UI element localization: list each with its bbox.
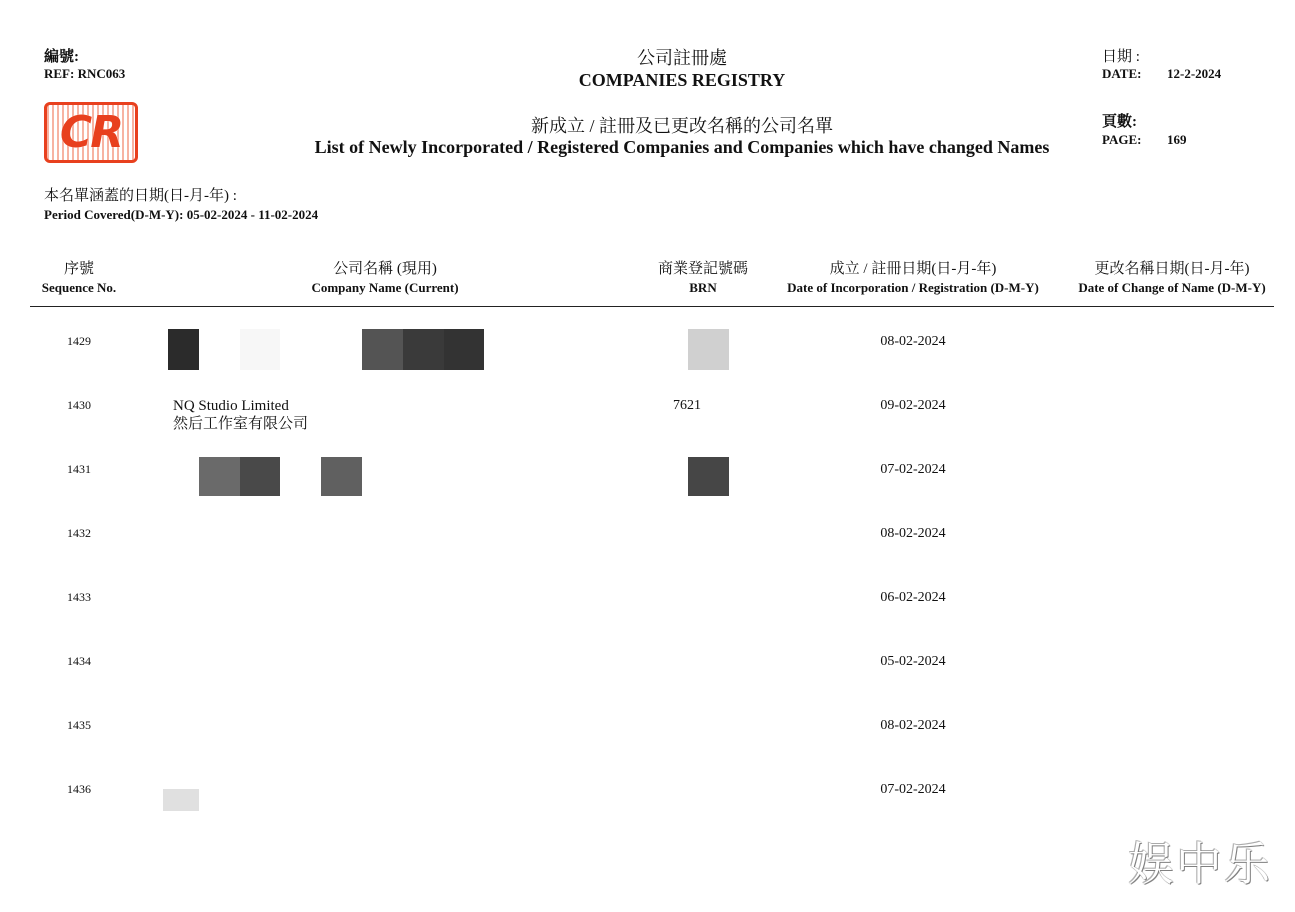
row-sequence: 1431 [67, 462, 91, 476]
redacted-block [444, 329, 484, 370]
column-header-change-date [1063, 259, 1281, 297]
column-header-zh: 更改名稱日期(日-月-年) [1094, 261, 1250, 277]
cr-logo [44, 102, 138, 163]
ref-label-zh: 編號: [44, 49, 79, 65]
company-name-en: NQ Studio Limited [173, 398, 289, 414]
column-header-en: Company Name (Current) [311, 280, 459, 295]
row-incorporation-date: 07-02-2024 [880, 782, 946, 797]
row-incorporation-date: 05-02-2024 [880, 654, 946, 669]
column-header-zh: 公司名稱 (現用) [333, 261, 437, 277]
column-header-company-name [235, 259, 535, 297]
period-label-zh: 本名單涵蓋的日期(日-月-年) : [44, 188, 237, 204]
row-incorporation-date: 08-02-2024 [880, 526, 946, 541]
column-header-incorporation-date [768, 259, 1058, 297]
redacted-block [240, 329, 280, 370]
period-covered: Period Covered(D-M-Y): 05-02-2024 - 11-02-2024 [44, 207, 319, 222]
redacted-block [240, 457, 280, 496]
redacted-block [168, 329, 199, 370]
date-value: 12-2-2024 [1167, 66, 1222, 81]
column-header-en: Date of Change of Name (D-M-Y) [1078, 280, 1266, 295]
row-brn: 7621 [673, 398, 701, 413]
company-name-zh: 然后工作室有限公司 [173, 416, 309, 432]
redacted-block [688, 329, 729, 370]
list-title-zh: 新成立 / 註冊及已更改名稱的公司名單 [531, 116, 833, 136]
row-incorporation-date: 08-02-2024 [880, 718, 946, 733]
cr-logo-text: CR [59, 106, 123, 158]
row-incorporation-date: 07-02-2024 [880, 462, 946, 477]
column-header-zh: 序號 [63, 261, 94, 277]
column-header-zh: 成立 / 註冊日期(日-月-年) [829, 261, 997, 277]
date-label-en: DATE: [1102, 66, 1142, 81]
ref-number: REF: RNC063 [44, 66, 126, 81]
row-sequence: 1432 [67, 526, 91, 540]
column-header-en: Sequence No. [41, 280, 117, 295]
row-sequence: 1435 [67, 718, 91, 732]
list-title-en: List of Newly Incorporated / Registered Companies and Companies which have changed Names [314, 137, 1050, 157]
column-header-brn [643, 259, 763, 297]
column-header-en: BRN [689, 280, 717, 295]
page-label-en: PAGE: [1102, 132, 1142, 147]
row-sequence: 1433 [67, 590, 91, 604]
row-sequence: 1436 [67, 782, 91, 796]
redacted-block [362, 329, 403, 370]
column-header-en: Date of Incorporation / Registration (D-M-Y) [787, 280, 1039, 295]
page-number: 169 [1167, 132, 1187, 147]
row-sequence: 1434 [67, 654, 91, 668]
redacted-block [688, 457, 729, 496]
row-sequence: 1429 [67, 334, 91, 348]
date-label-zh: 日期 : [1102, 49, 1140, 65]
row-incorporation-date: 08-02-2024 [880, 334, 946, 349]
row-sequence: 1430 [67, 398, 91, 412]
redacted-block [199, 457, 240, 496]
watermark-logo: 娱中乐 [1128, 837, 1272, 891]
row-incorporation-date: 09-02-2024 [880, 398, 946, 413]
column-header-sequence [18, 259, 140, 297]
row-incorporation-date: 06-02-2024 [880, 590, 946, 605]
redacted-block [321, 457, 362, 496]
registry-title-en: COMPANIES REGISTRY [578, 70, 786, 90]
row-company-name [173, 397, 308, 433]
registry-title-zh: 公司註冊處 [637, 48, 727, 68]
page-label-zh: 頁數: [1102, 114, 1137, 130]
redacted-block [163, 789, 199, 811]
column-header-zh: 商業登記號碼 [657, 261, 748, 277]
redacted-block [403, 329, 444, 370]
header-rule [30, 306, 1274, 307]
